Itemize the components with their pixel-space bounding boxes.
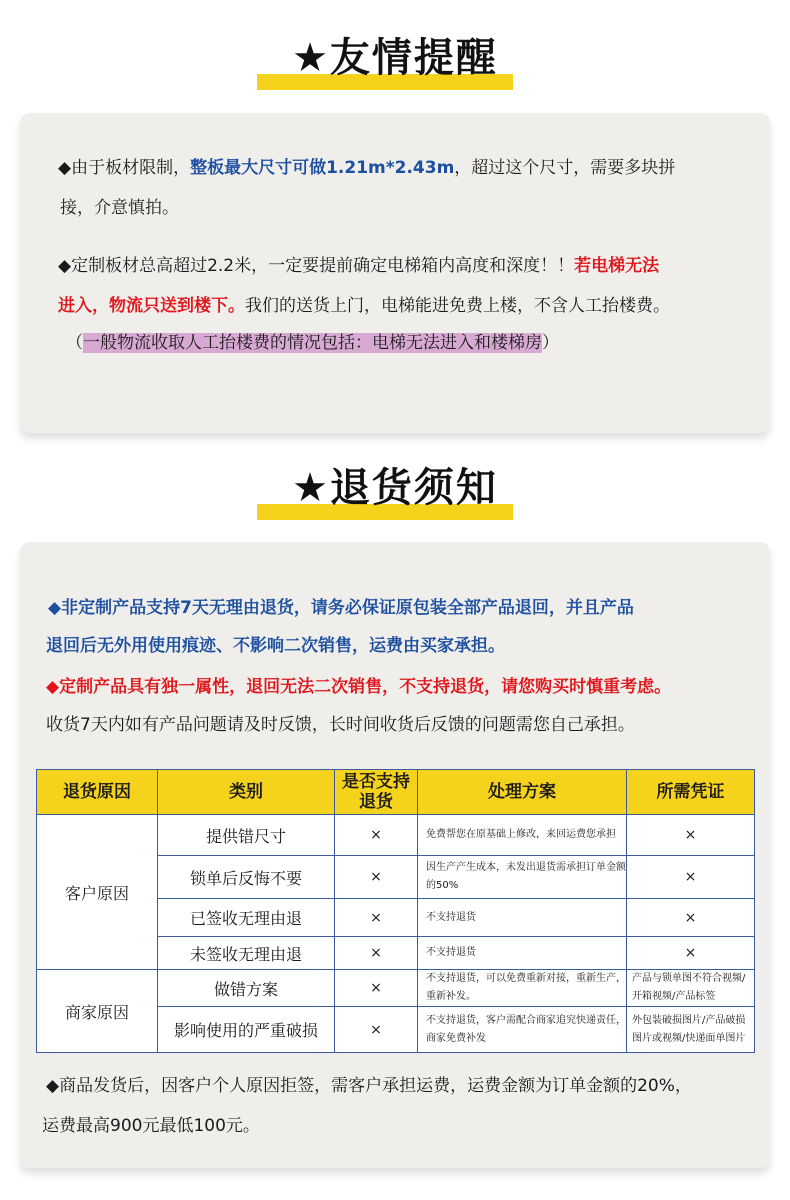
row-proof: × — [627, 815, 755, 856]
row-plan: 免费帮您在原基础上修改，来回运费您承担 — [418, 815, 627, 856]
row-plan: 不支持退货，客户需配合商家追究快递责任，商家免费补发 — [418, 1007, 627, 1053]
row-support: × — [335, 937, 418, 970]
refusal-fee-note — [42, 1066, 754, 1146]
non-custom-return-line: 退回后无外用使用痕迹、不影响二次销售，运费由买家承担。 — [46, 636, 505, 656]
board-size-note-text: ◆由于板材限制， — [58, 158, 191, 178]
return-notice-title: ★退货须知 — [292, 465, 498, 511]
paren-open: （ — [66, 333, 83, 353]
table-header-row — [37, 770, 755, 815]
elevator-warning: 进入，物流只送到楼下。 — [58, 296, 245, 316]
header-return-reason: 退货原因 — [37, 770, 158, 815]
header-handling-plan: 处理方案 — [418, 770, 627, 815]
row-proof: × — [627, 856, 755, 899]
elevator-warning: 若电梯无法 — [574, 256, 660, 276]
stair-fee-note — [66, 323, 734, 363]
row-proof: 产品与锁单图不符合视频/开箱视频/产品标签 — [627, 970, 755, 1007]
header-return-supported: 是否支持退货 — [335, 770, 418, 815]
row-proof: 外包装破损图片/产品破损图片或视频/快递面单图片 — [627, 1007, 755, 1053]
elevator-note — [58, 246, 734, 326]
non-custom-return-policy — [48, 588, 754, 628]
refusal-fee-line: ◆商品发货后，因客户个人原因拒签，需客户承担运费，运费金额为订单金额的20%， — [46, 1076, 692, 1096]
return-policy-table — [36, 769, 755, 1053]
row-proof: × — [627, 937, 755, 970]
table-row — [37, 970, 755, 1007]
board-size-limit: 整板最大尺寸可做1.21m*2.43m — [190, 158, 455, 178]
friendly-reminder-heading — [0, 30, 790, 100]
row-category: 已签收无理由退 — [158, 899, 335, 937]
non-custom-return-policy-cont — [46, 626, 754, 666]
stair-fee-highlight: 一般物流收取人工抬楼费的情况包括：电梯无法进入和楼梯房 — [83, 333, 542, 353]
friendly-reminder-title: ★友情提醒 — [292, 35, 498, 81]
row-support: × — [335, 899, 418, 937]
friendly-reminder-card — [20, 113, 770, 433]
header-category: 类别 — [158, 770, 335, 815]
feedback-note-text: 收货7天内如有产品问题请及时反馈，长时间收货后反馈的问题需您自己承担。 — [46, 715, 635, 735]
custom-return-policy — [46, 667, 754, 707]
row-category: 做错方案 — [158, 970, 335, 1007]
row-support: × — [335, 815, 418, 856]
row-plan: 因生产产生成本，未发出退货需承担订单金额的50% — [418, 856, 627, 899]
elevator-note-text: ◆定制板材总高超过2.2米，一定要提前确定电梯箱内高度和深度！！ — [58, 256, 575, 276]
row-plan: 不支持退货，可以免费重新对接，重新生产，重新补发。 — [418, 970, 627, 1007]
header-required-proof: 所需凭证 — [627, 770, 755, 815]
elevator-note-text: 我们的送货上门，电梯能进免费上楼，不含人工抬楼费。 — [245, 296, 670, 316]
row-category: 提供错尺寸 — [158, 815, 335, 856]
table-row — [37, 815, 755, 856]
row-category: 未签收无理由退 — [158, 937, 335, 970]
return-notice-heading — [0, 460, 790, 530]
board-size-note — [58, 148, 734, 228]
row-category: 影响使用的严重破损 — [158, 1007, 335, 1053]
row-proof: × — [627, 899, 755, 937]
group-merchant-reason: 商家原因 — [37, 970, 158, 1053]
group-customer-reason: 客户原因 — [37, 815, 158, 970]
custom-return-line: ◆定制产品具有独一属性，退回无法二次销售，不支持退货，请您购买时慎重考虑。 — [46, 677, 672, 697]
non-custom-return-line: ◆非定制产品支持7天无理由退货，请务必保证原包装全部产品退回，并且产品 — [48, 598, 634, 618]
paren-close: ） — [542, 333, 559, 353]
row-support: × — [335, 970, 418, 1007]
row-support: × — [335, 1007, 418, 1053]
refusal-fee-line: 运费最高900元最低100元。 — [42, 1116, 260, 1136]
board-size-note-text: ，超过这个尺寸，需要多块拼 — [454, 158, 676, 178]
row-plan: 不支持退货 — [418, 937, 627, 970]
row-category: 锁单后反悔不要 — [158, 856, 335, 899]
board-size-note-text: 接，介意慎拍。 — [60, 198, 179, 218]
feedback-note — [46, 705, 754, 745]
row-support: × — [335, 856, 418, 899]
row-plan: 不支持退货 — [418, 899, 627, 937]
